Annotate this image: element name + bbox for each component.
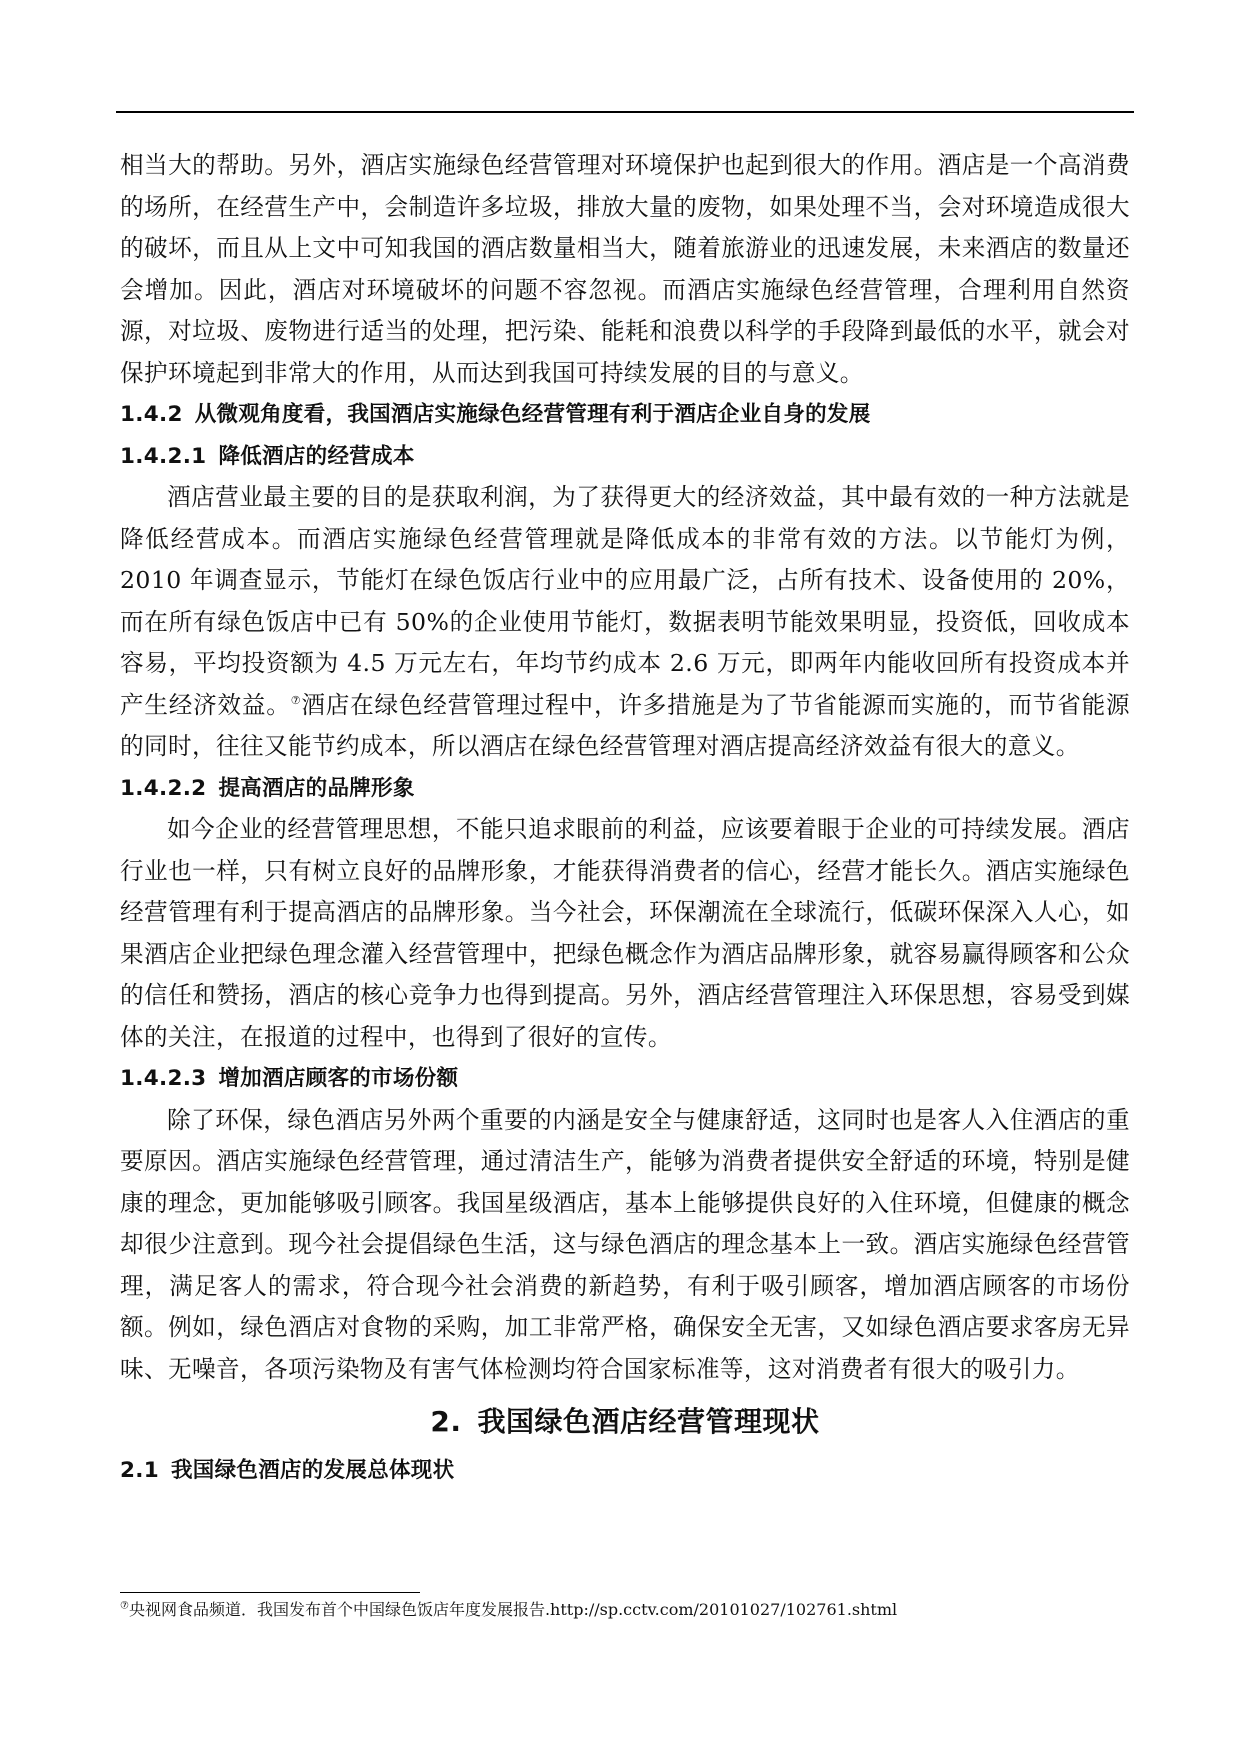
section-title: 降低酒店的经营成本 [218, 443, 415, 469]
section-title: 提高酒店的品牌形象 [218, 775, 415, 801]
section-number: 1.4.2.2 [120, 775, 207, 801]
section-heading-2-1 [120, 1450, 1130, 1492]
document-body [120, 145, 1130, 1492]
footnote-rule [120, 1592, 420, 1593]
chapter-number: 2. [430, 1405, 462, 1438]
footnote-text: 央视网食品频道．我国发布首个中国绿色饭店年度发展报告.http://sp.cctv.com/20101027/102761.shtml [128, 1600, 898, 1619]
paragraph-cost-reduction [120, 477, 1130, 768]
section-number: 1.4.2.3 [120, 1066, 207, 1091]
section-number: 1.4.2.1 [120, 443, 207, 469]
intro-paragraph: 相当大的帮助。另外，酒店实施绿色经营管理对环境保护也起到很大的作用。酒店是一个高消费的场所，在经营生产中，会制造许多垃圾，排放大量的废物，如果处理不当，会对环境造成很大的破坏，而且从上文中可知我国的酒店数量相当大，随着旅游业的迅速发展，未来酒店的数量还会增加。因此，酒店对环境破坏的问题不容忽视。而酒店实施绿色经营管理，合理利用自然资源，对垃圾、废物进行适当的处理，把污染、能耗和浪费以科学的手段降到最低的水平，就会对保护环境起到非常大的作用，从而达到我国可持续发展的目的与意义。 [120, 151, 1130, 387]
paragraph-market-share: 除了环保，绿色酒店另外两个重要的内涵是安全与健康舒适，这同时也是客人入住酒店的重要原因。酒店实施绿色经营管理，通过清洁生产，能够为消费者提供安全舒适的环境，特别是健康的理念，更加能够吸引顾客。我国星级酒店，基本上能够提供良好的入住环境，但健康的概念却很少注意到。现今社会提倡绿色生活，这与绿色酒店的理念基本上一致。酒店实施绿色经营管理，满足客人的需求，符合现今社会消费的新趋势，有利于吸引顾客，增加酒店顾客的市场份额。例如，绿色酒店对食物的采购，加工非常严格，确保安全无害，又如绿色酒店要求客房无异味、无噪音，各项污染物及有害气体检测均符合国家标准等，这对消费者有很大的吸引力。 [120, 1105, 1130, 1383]
section-heading-1-4-2-3 [120, 1058, 1130, 1100]
section-title: 增加酒店顾客的市场份额 [218, 1066, 459, 1091]
section-title: 从微观角度看，我国酒店实施绿色经营管理有利于酒店企业自身的发展 [194, 402, 871, 427]
section-heading-1-4-2-1 [120, 436, 1130, 478]
paragraph-brand-image: 如今企业的经营管理思想，不能只追求眼前的利益，应该要着眼于企业的可持续发展。酒店行业也一样，只有树立良好的品牌形象，才能获得消费者的信心，经营才能长久。酒店实施绿色经营管理有利于提高酒店的品牌形象。当今社会，环保潮流在全球流行，低碳环保深入人心，如果酒店企业把绿色理念灌入经营管理中，把绿色概念作为酒店品牌形象，就容易赢得顾客和公众的信任和赞扬，酒店的核心竞争力也得到提高。另外，酒店经营管理注入环保思想，容易受到媒体的关注，在报道的过程中，也得到了很好的宣传。 [120, 815, 1130, 1051]
header-rule [116, 111, 1134, 113]
footnote-reference[interactable]: ⑦ [290, 693, 302, 707]
footnote-mark: ⑦ [120, 1600, 129, 1612]
section-heading-1-4-2 [120, 394, 1130, 436]
chapter-heading-2 [120, 1394, 1130, 1450]
section-number: 2.1 [120, 1458, 159, 1483]
section-heading-1-4-2-2 [120, 768, 1130, 810]
section-number: 1.4.2 [120, 402, 183, 427]
footnote [120, 1598, 1130, 1622]
chapter-title: 我国绿色酒店经营管理现状 [477, 1405, 820, 1438]
paragraph-text: 酒店在绿色经营管理过程中，许多措施是为了节省能源而实施的，而节省能源的同时，往往又能节约成本，所以酒店在绿色经营管理对酒店提高经济效益有很大的意义。 [120, 690, 1130, 760]
paragraph-text: 酒店营业最主要的目的是获取利润，为了获得更大的经济效益，其中最有效的一种方法就是降低经营成本。而酒店实施绿色经营管理就是降低成本的非常有效的方法。以节能灯为例，2010 年调查显示，节能灯在绿色饭店行业中的应用最广泛，占所有技术、设备使用的 20%，而在所有绿色饭店中已有 50%的企业使用节能灯，数据表明节能效果明显，投资低，回收成本容易，平均投资额为 4.5 万元左右，年均节约成本 2.6 万元，即两年内能收回所有投资成本并产生经济效益。 [120, 483, 1130, 719]
section-title: 我国绿色酒店的发展总体现状 [171, 1458, 455, 1483]
